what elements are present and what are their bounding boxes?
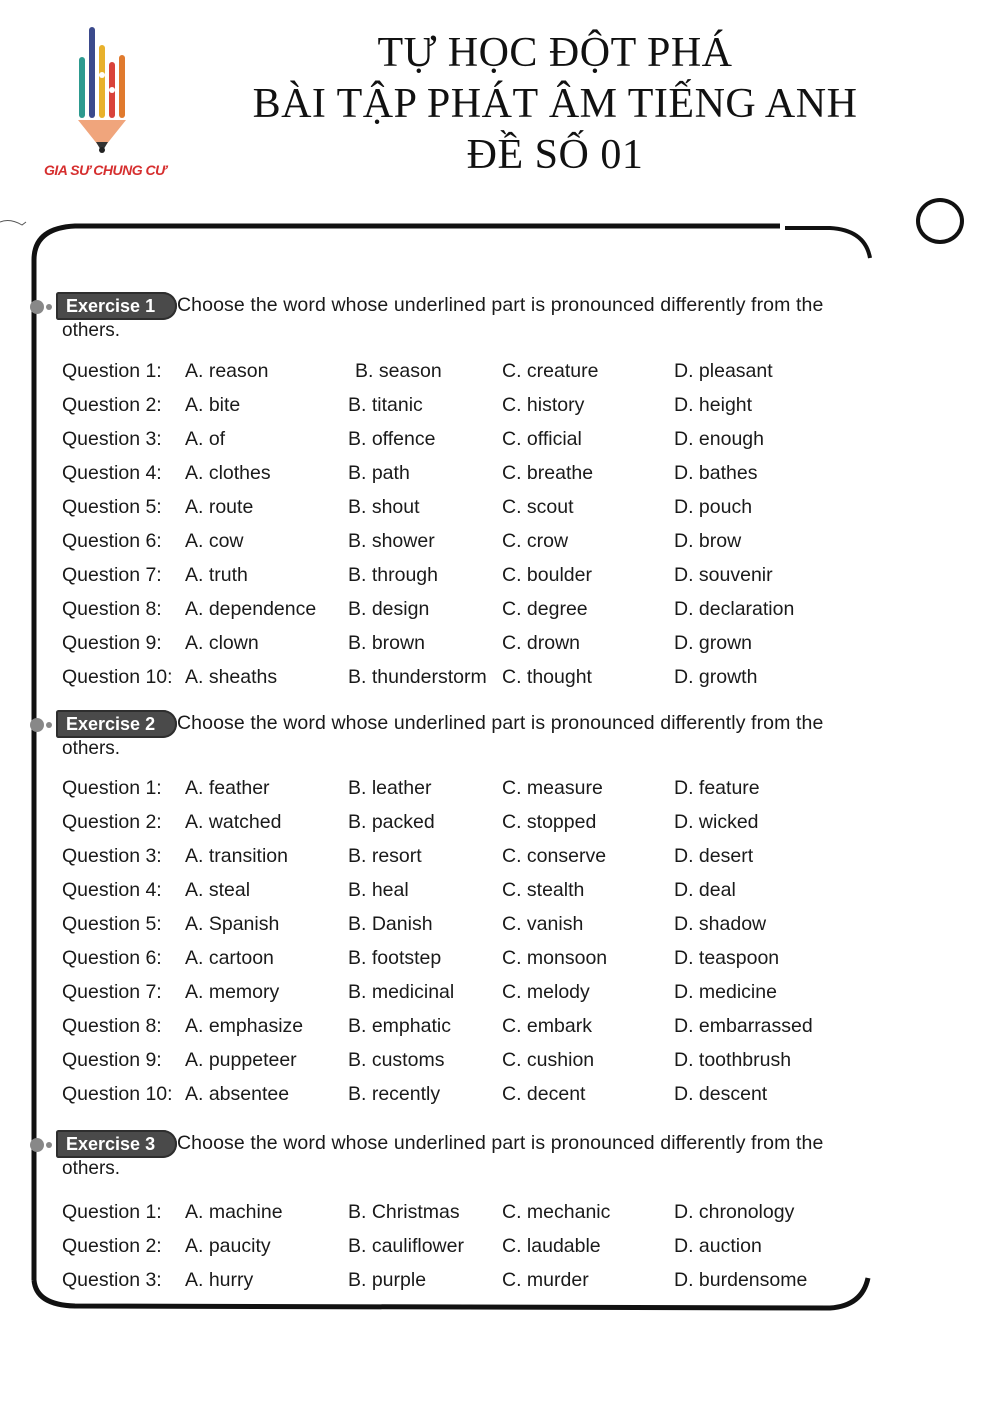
option-b: B. shower (348, 530, 435, 552)
option-b: B. design (348, 598, 430, 620)
option-b: B. medicinal (348, 981, 455, 1003)
question-row (62, 1049, 922, 1079)
option-d: D. bathes (674, 462, 758, 484)
exercise-instruction: Choose the word whose underlined part is pronounced differently from the (177, 294, 824, 316)
option-c: C. mechanic (502, 1201, 611, 1223)
option-c: C. vanish (502, 913, 584, 935)
question-number: Question 3: (62, 845, 162, 867)
question-number: Question 9: (62, 1049, 162, 1071)
bullet-icon (46, 1142, 52, 1148)
option-b: B. titanic (348, 394, 423, 416)
option-b: B. emphatic (348, 1015, 451, 1037)
option-c: C. murder (502, 1269, 589, 1291)
exercise-label: Exercise 2 (56, 710, 177, 738)
question-row (62, 845, 922, 875)
question-number: Question 2: (62, 811, 162, 833)
option-d: D. height (674, 394, 753, 416)
option-b: B. resort (348, 845, 422, 867)
option-c: C. crow (502, 530, 569, 552)
option-a: A. emphasize (185, 1015, 304, 1037)
option-a: A. watched (185, 811, 282, 833)
option-b: B. brown (348, 632, 425, 654)
question-row (62, 981, 922, 1011)
option-d: D. declaration (674, 598, 795, 620)
question-number: Question 5: (62, 913, 162, 935)
option-a: A. transition (185, 845, 288, 867)
option-b: B. purple (348, 1269, 427, 1291)
option-d: D. wicked (674, 811, 759, 833)
option-b: B. offence (348, 428, 436, 450)
question-number: Question 6: (62, 947, 162, 969)
question-row (62, 632, 922, 662)
question-row (62, 1269, 922, 1299)
question-row (62, 666, 922, 696)
option-c: C. history (502, 394, 585, 416)
option-d: D. deal (674, 879, 736, 901)
question-number: Question 1: (62, 360, 162, 382)
option-c: C. monsoon (502, 947, 608, 969)
option-a: A. feather (185, 777, 270, 799)
bullet-icon (46, 304, 52, 310)
exercise-instruction-cont: others. (62, 738, 121, 759)
option-d: D. auction (674, 1235, 762, 1257)
option-d: D. shadow (674, 913, 767, 935)
question-row (62, 496, 922, 526)
question-row (62, 360, 922, 390)
question-number: Question 2: (62, 394, 162, 416)
exercise-2-header (30, 710, 930, 759)
exercise-instruction-cont: others. (62, 1158, 121, 1179)
option-c: C. official (502, 428, 582, 450)
page-title (180, 28, 930, 181)
question-number: Question 5: (62, 496, 162, 518)
option-a: A. truth (185, 564, 248, 586)
bullet-icon (46, 722, 52, 728)
question-row (62, 598, 922, 628)
question-number: Question 3: (62, 428, 162, 450)
option-b: B. footstep (348, 947, 442, 969)
option-c: C. degree (502, 598, 588, 620)
question-row (62, 394, 922, 424)
question-number: Question 1: (62, 777, 162, 799)
option-b: B. Christmas (348, 1201, 460, 1223)
option-a: A. machine (185, 1201, 283, 1223)
option-b: B. cauliflower (348, 1235, 464, 1257)
option-c: C. thought (502, 666, 592, 688)
option-b: B. shout (348, 496, 420, 518)
option-b: B. leather (348, 777, 432, 799)
question-number: Question 3: (62, 1269, 162, 1291)
option-b: B. thunderstorm (348, 666, 487, 688)
title-line-2: BÀI TẬP PHÁT ÂM TIẾNG ANH (252, 81, 858, 127)
question-row (62, 530, 922, 560)
option-d: D. medicine (674, 981, 777, 1003)
question-number: Question 10: (62, 666, 173, 688)
question-number: Question 7: (62, 564, 162, 586)
option-a: A. cow (185, 530, 244, 552)
option-a: A. puppeteer (185, 1049, 297, 1071)
bullet-icon (30, 718, 44, 732)
option-d: D. embarrassed (674, 1015, 813, 1037)
option-b: B. customs (348, 1049, 445, 1071)
exercise-label: Exercise 1 (56, 292, 177, 320)
question-row (62, 879, 922, 909)
option-b: B. packed (348, 811, 435, 833)
option-d: D. grown (674, 632, 753, 654)
question-row (62, 1201, 922, 1231)
option-a: A. Spanish (185, 913, 280, 935)
option-d: D. chronology (674, 1201, 795, 1223)
option-d: D. enough (674, 428, 764, 450)
option-a: A. dependence (185, 598, 317, 620)
option-a: A. memory (185, 981, 280, 1003)
option-d: D. feature (674, 777, 760, 799)
exercise-instruction-cont: others. (62, 320, 121, 341)
bullet-icon (30, 1138, 44, 1152)
option-b: B. path (348, 462, 410, 484)
exercise-instruction: Choose the word whose underlined part is pronounced differently from the (177, 1132, 824, 1154)
question-number: Question 6: (62, 530, 162, 552)
option-d: D. teaspoon (674, 947, 780, 969)
question-number: Question 9: (62, 632, 162, 654)
question-row (62, 428, 922, 458)
question-number: Question 8: (62, 598, 162, 620)
question-number: Question 4: (62, 879, 162, 901)
option-d: D. desert (674, 845, 754, 867)
title-line-3: ĐỀ SỐ 01 (466, 132, 644, 178)
question-row (62, 777, 922, 807)
exercise-instruction: Choose the word whose underlined part is pronounced differently from the (177, 712, 824, 734)
option-c: C. stealth (502, 879, 585, 901)
option-c: C. melody (502, 981, 590, 1003)
option-a: A. sheaths (185, 666, 278, 688)
option-d: D. brow (674, 530, 742, 552)
option-a: A. clown (185, 632, 259, 654)
question-number: Question 1: (62, 1201, 162, 1223)
bullet-icon (30, 300, 44, 314)
question-row (62, 947, 922, 977)
option-d: D. toothbrush (674, 1049, 792, 1071)
option-b: B. through (348, 564, 438, 586)
option-d: D. pleasant (674, 360, 773, 382)
option-a: A. absentee (185, 1083, 290, 1105)
option-c: C. drown (502, 632, 581, 654)
option-a: A. paucity (185, 1235, 271, 1257)
question-row (62, 1083, 922, 1113)
question-row (62, 1235, 922, 1265)
option-a: A. cartoon (185, 947, 274, 969)
exercise-3-header (30, 1130, 930, 1179)
title-line-1: TỰ HỌC ĐỘT PHÁ (377, 30, 733, 76)
option-c: C. boulder (502, 564, 592, 586)
option-a: A. bite (185, 394, 241, 416)
option-d: D. burdensome (674, 1269, 808, 1291)
option-a: A. clothes (185, 462, 271, 484)
option-c: C. measure (502, 777, 603, 799)
option-c: C. laudable (502, 1235, 601, 1257)
option-c: C. creature (502, 360, 599, 382)
question-row (62, 913, 922, 943)
option-c: C. conserve (502, 845, 607, 867)
exercise-label: Exercise 3 (56, 1130, 177, 1158)
question-number: Question 4: (62, 462, 162, 484)
option-c: C. embark (502, 1015, 592, 1037)
question-row (62, 462, 922, 492)
option-b: B. heal (348, 879, 409, 901)
option-d: D. descent (674, 1083, 768, 1105)
exercise-1-header (30, 292, 930, 341)
option-d: D. pouch (674, 496, 753, 518)
option-a: A. hurry (185, 1269, 254, 1291)
option-d: D. growth (674, 666, 758, 688)
option-c: C. decent (502, 1083, 586, 1105)
option-c: C. cushion (502, 1049, 595, 1071)
logo-pencil-graphic (40, 20, 170, 185)
question-row (62, 1015, 922, 1045)
question-number: Question 10: (62, 1083, 173, 1105)
option-b: B. Danish (348, 913, 433, 935)
option-c: C. stopped (502, 811, 597, 833)
circle-mark (916, 198, 964, 244)
question-number: Question 7: (62, 981, 162, 1003)
option-b: B. season (355, 360, 442, 382)
option-b: B. recently (348, 1083, 441, 1105)
option-a: A. route (185, 496, 254, 518)
question-number: Question 8: (62, 1015, 162, 1037)
question-row (62, 811, 922, 841)
option-d: D. souvenir (674, 564, 773, 586)
question-number: Question 2: (62, 1235, 162, 1257)
logo-text: GIA SƯ CHUNG CƯ (44, 162, 166, 178)
option-a: A. reason (185, 360, 269, 382)
question-row (62, 564, 922, 594)
option-a: A. of (185, 428, 226, 450)
option-c: C. scout (502, 496, 574, 518)
option-a: A. steal (185, 879, 251, 901)
option-c: C. breathe (502, 462, 594, 484)
